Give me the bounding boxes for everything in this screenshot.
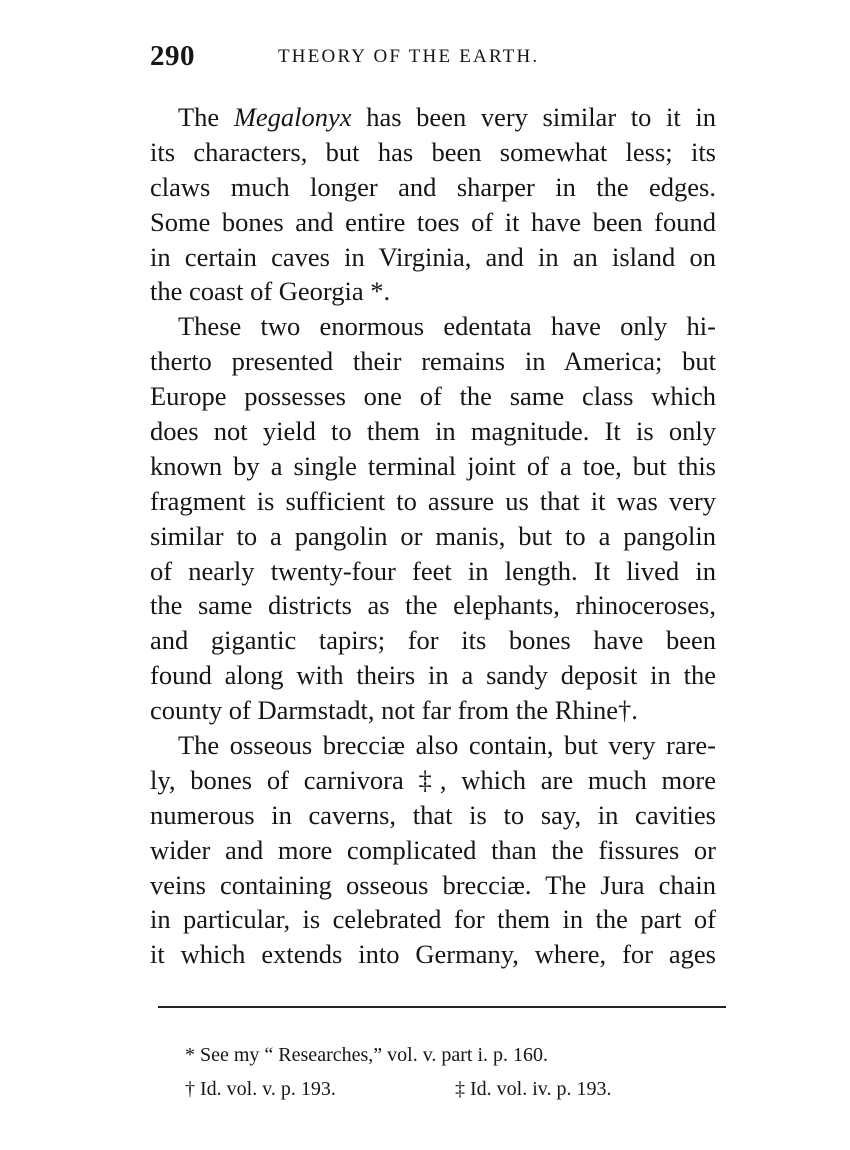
- paragraph-breccia: [150, 728, 716, 972]
- footnote-double-dagger: ‡ Id. vol. iv. p. 193.: [455, 1078, 612, 1100]
- text-line: the same districts as the elephants, rhinoceroses,: [150, 590, 716, 621]
- text-line: The Megalonyx has been very similar to it in: [178, 102, 716, 132]
- text-line: therto presented their remains in America; but: [150, 346, 716, 377]
- text-line: known by a single terminal joint of a toe, but this: [150, 450, 716, 481]
- text-line: These two enormous edentata have only hi-: [178, 311, 716, 342]
- text-line: fragment is sufficient to assure us that it was very: [150, 485, 716, 516]
- text-line: and gigantic tapirs; for its bones have been: [150, 625, 716, 656]
- text-line: does not yield to them in magnitude. It is only: [150, 416, 716, 447]
- text-line: wider and more complicated than the fissures or: [150, 834, 716, 865]
- paragraph-megalonyx: [150, 100, 716, 309]
- text-line: of nearly twenty-four feet in length. It lived in: [150, 555, 716, 586]
- text-line: Europe possesses one of the same class which: [150, 381, 716, 412]
- text-line: county of Darmstadt, not far from the Rhine†.: [150, 695, 638, 726]
- footnote-divider: [158, 1006, 726, 1008]
- text-line: found along with theirs in a sandy deposit in the: [150, 660, 716, 691]
- page-number: 290: [150, 40, 195, 72]
- footnote-star: * See my “ Researches,” vol. v. part i. p. 160.: [185, 1044, 549, 1066]
- footnote-dagger: † Id. vol. v. p. 193.: [185, 1078, 336, 1100]
- text-line: its characters, but has been somewhat less; its: [150, 136, 716, 167]
- text-line: claws much longer and sharper in the edges.: [150, 171, 716, 202]
- text-line: The osseous brecciæ also contain, but very rare-: [178, 730, 716, 761]
- footnotes: [185, 1040, 705, 1108]
- text-line: in particular, is celebrated for them in the part of: [150, 904, 716, 935]
- text-line: ly, bones of carnivora ‡, which are much more: [150, 764, 716, 795]
- text-line: the coast of Georgia *.: [150, 276, 391, 307]
- text-line: veins containing osseous brecciæ. The Jura chain: [150, 869, 716, 900]
- text-line: numerous in caverns, that is to say, in cavities: [150, 799, 716, 830]
- body-text: [150, 100, 716, 972]
- genus-name: Megalonyx: [233, 102, 352, 132]
- page-header: [150, 40, 730, 80]
- paragraph-edentata: [150, 309, 716, 728]
- text-line: in certain caves in Virginia, and in an island on: [150, 241, 716, 272]
- text-line: Some bones and entire toes of it have been found: [150, 206, 716, 237]
- text-line: it which extends into Germany, where, for ages: [150, 939, 716, 970]
- running-title: THEORY OF THE EARTH.: [278, 46, 540, 67]
- text-line: similar to a pangolin or manis, but to a pangolin: [150, 520, 716, 551]
